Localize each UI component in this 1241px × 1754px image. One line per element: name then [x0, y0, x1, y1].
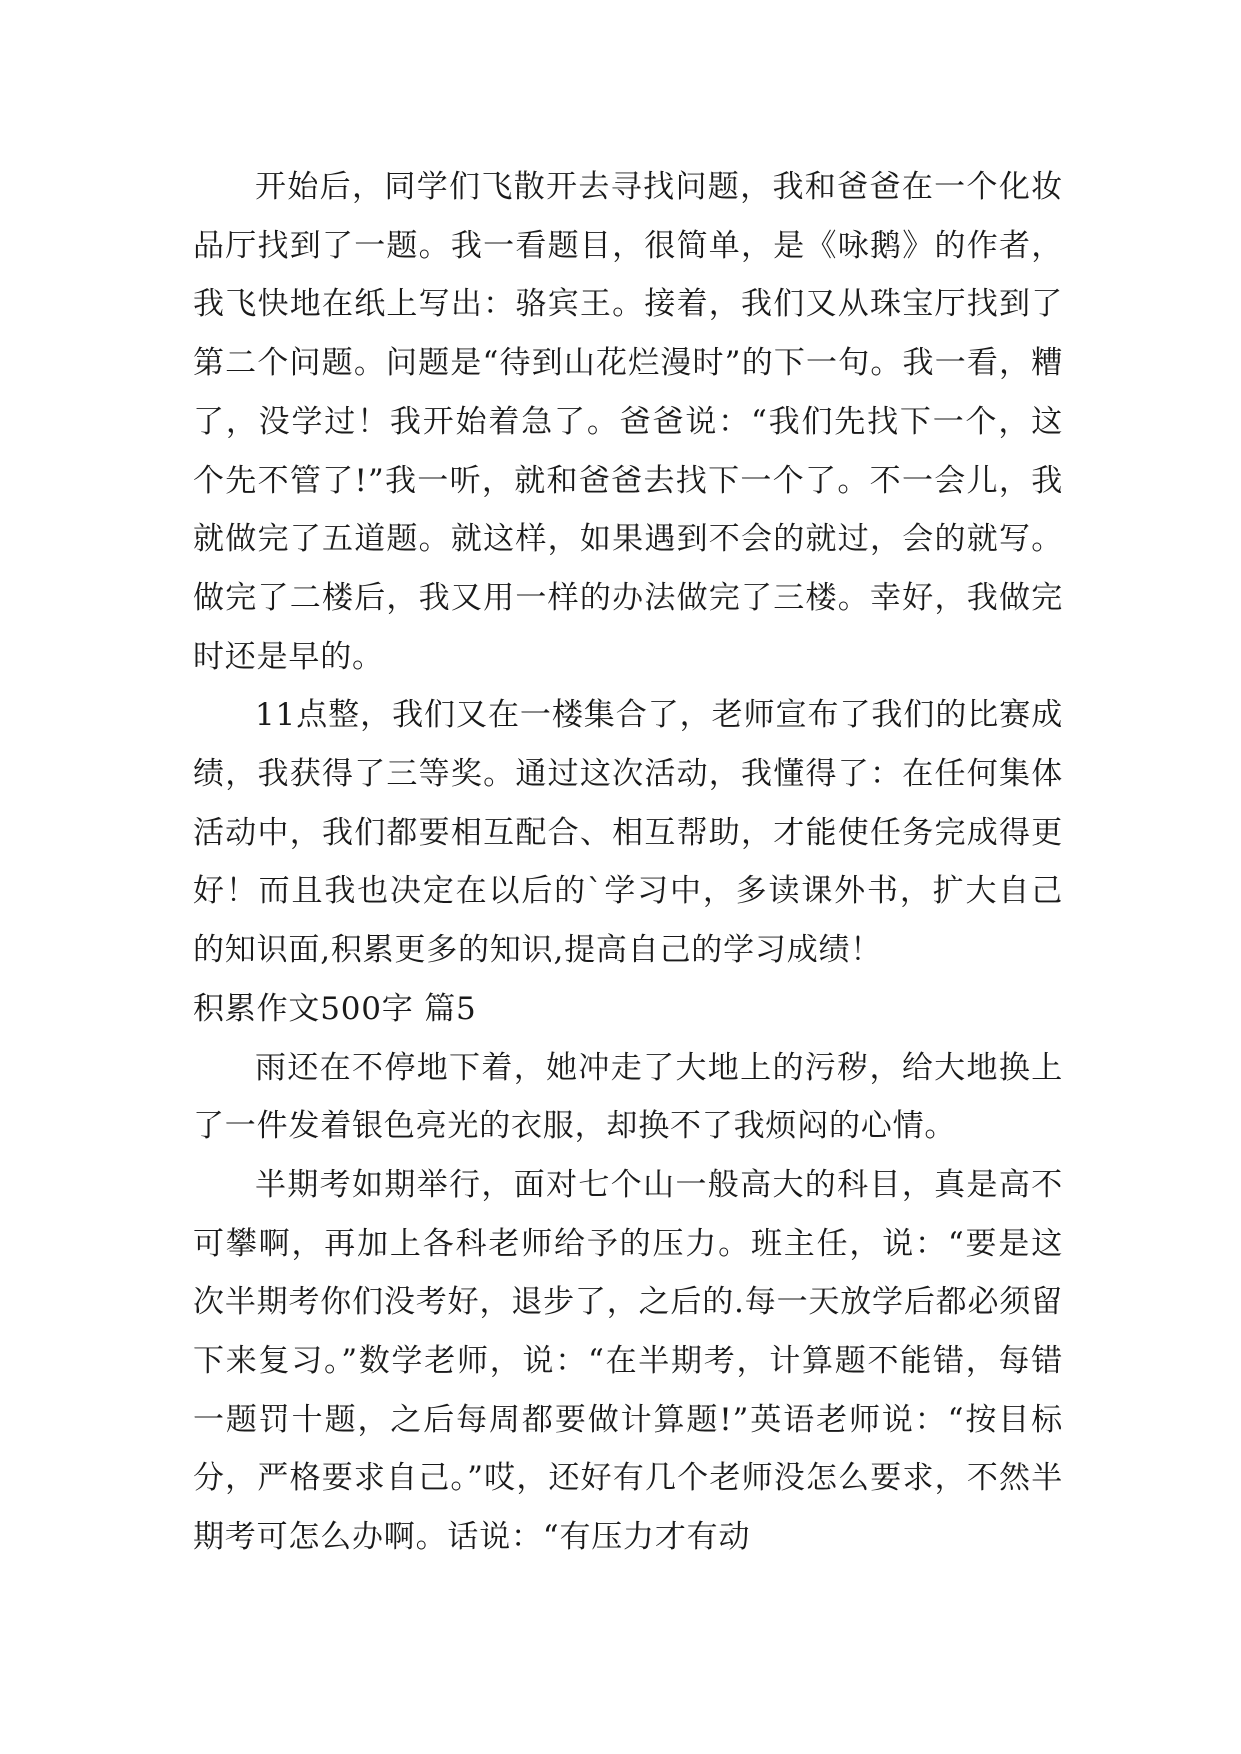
paragraph-midterm: 半期考如期举行，面对七个山一般高大的科目，真是高不可攀啊，再加上各科老师给予的压力。班主任，说：“要是这次半期考你们没考好，退步了，之后的.每一天放学后都必须留下来复习。”数学老师，说：“在半期考，计算题不能错，每错一题罚十题，之后每周都要做计算题!”英语老师说：“按目标分，严格要求自己。”哎，还好有几个老师没怎么要求，不然半期考可怎么办啊。话说：“有压力才有动: [193, 1166, 1063, 1556]
document-body: [193, 158, 1063, 1567]
paragraph-award: 11点整，我们又在一楼集合了，老师宣布了我们的比赛成绩，我获得了三等奖。通过这次活动，我懂得了：在任何集体活动中，我们都要相互配合、相互帮助，才能使任务完成得更好！而且我也决定在以后的`学习中，多读课外书，扩大自己的知识面,积累更多的知识,提高自己的学习成绩！: [193, 697, 1063, 969]
section-heading: 积累作文500字 篇5: [193, 990, 477, 1027]
paragraph-scavenger-hunt: 开始后，同学们飞散开去寻找问题，我和爸爸在一个化妆品厅找到了一题。我一看题目，很简单，是《咏鹅》的作者，我飞快地在纸上写出：骆宾王。接着，我们又从珠宝厅找到了第二个问题。问题是“待到山花烂漫时”的下一句。我一看，糟了，没学过！我开始着急了。爸爸说：“我们先找下一个，这个先不管了!”我一听，就和爸爸去找下一个了。不一会儿，我就做完了五道题。就这样，如果遇到不会的就过，会的就写。做完了二楼后，我又用一样的办法做完了三楼。幸好，我做完时还是早的。: [193, 169, 1063, 675]
paragraph-rain: 雨还在不停地下着，她冲走了大地上的污秽，给大地换上了一件发着银色亮光的衣服，却换不了我烦闷的心情。: [193, 1049, 1063, 1145]
